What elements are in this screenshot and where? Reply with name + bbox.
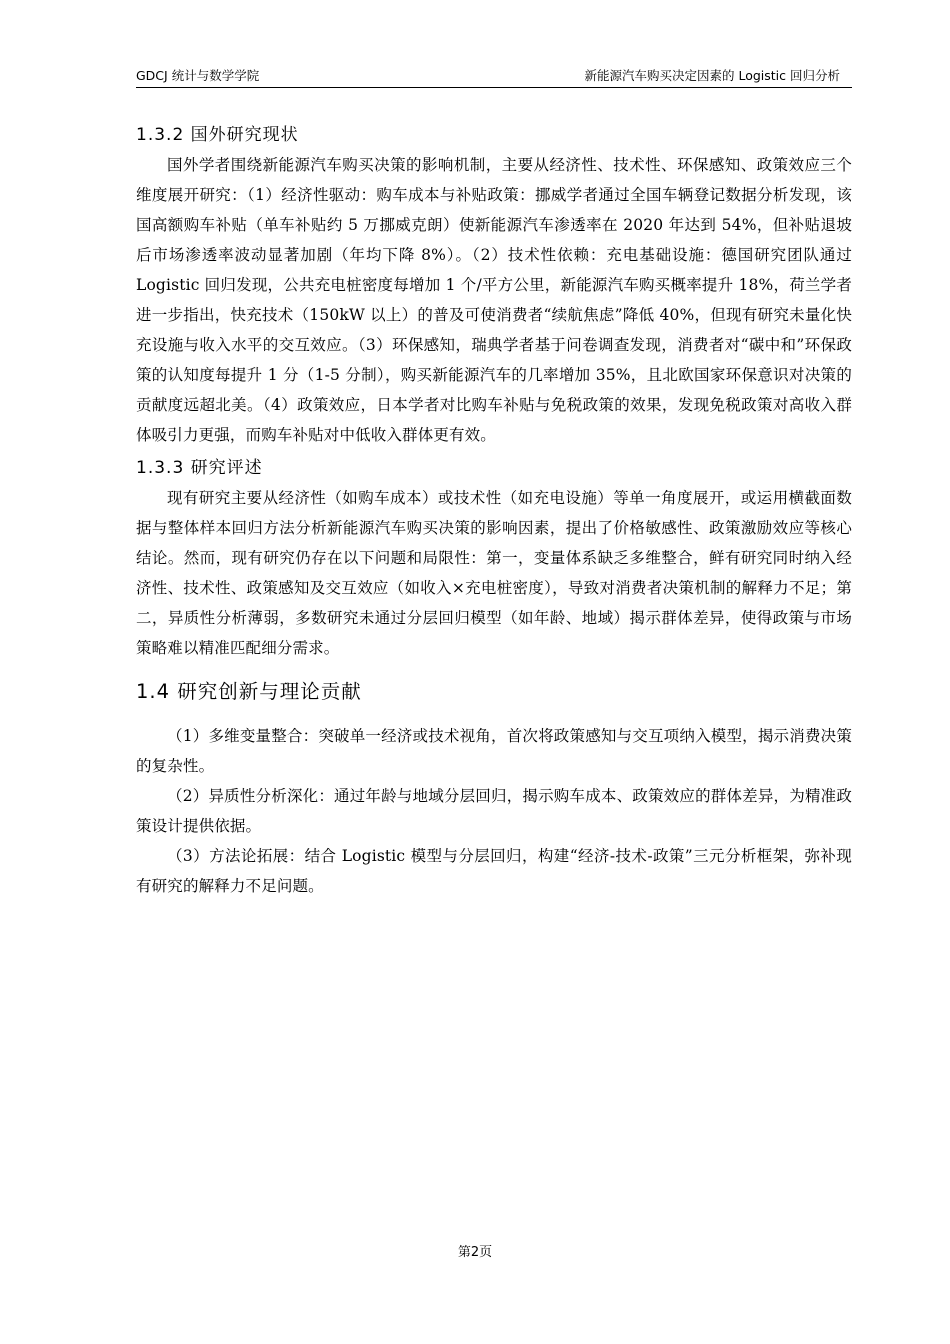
section-title-1-4: 1.4 研究创新与理论贡献 bbox=[136, 680, 362, 703]
paragraph-research-review: 现有研究主要从经济性（如购车成本）或技术性（如充电设施）等单一角度展开，或运用横截面数据与整体样本回归方法分析新能源汽车购买决策的影响因素，提出了价格敏感性、政策激励效应等核心结论。然而，现有研究仍存在以下问题和局限性：第一，变量体系缺乏多维整合，鲜有研究同时纳入经济性、技术性、政策感知及交互效应（如收入×充电桩密度），导致对消费者决策机制的解释力不足；第二，异质性分析薄弱，多数研究未通过分层回归模型（如年龄、地域）揭示群体差异，使得政策与市场策略难以精准匹配细分需求。 bbox=[136, 489, 852, 657]
section-title-1-3-3: 1.3.3 研究评述 bbox=[136, 458, 263, 478]
header-right-text: 新能源汽车购买决定因素的 Logistic 回归分析 bbox=[584, 68, 840, 83]
header-left-text: GDCJ 统计与数学学院 bbox=[136, 68, 260, 83]
innovation-item-3: （3）方法论拓展：结合 Logistic 模型与分层回归，构建“经济-技术-政策”三元分析框架，弥补现有研究的解释力不足问题。 bbox=[136, 847, 852, 895]
innovation-item-2: （2）异质性分析深化：通过年龄与地域分层回归，揭示购车成本、政策效应的群体差异，为精准政策设计提供依据。 bbox=[136, 787, 852, 835]
page-number: 第2页 bbox=[457, 1245, 493, 1260]
innovation-item-1: （1）多维变量整合：突破单一经济或技术视角，首次将政策感知与交互项纳入模型，揭示消费决策的复杂性。 bbox=[136, 727, 852, 775]
paragraph-foreign-research: 国外学者围绕新能源汽车购买决策的影响机制，主要从经济性、技术性、环保感知、政策效应三个维度展开研究：（1）经济性驱动：购车成本与补贴政策：挪威学者通过全国车辆登记数据分析发现，该国高额购车补贴（单车补贴约 5 万挪威克朗）使新能源汽车渗透率在 2020 年达到 54%，但补贴退坡后市场渗透率波动显著加剧（年均下降 8%）。（2）技术性依赖：充电基础设施：德国研究团队通过 Logistic 回归发现，公共充电桩密度每增加 1 个/平方公里，新能源汽车购买概率提升 18%，荷兰学者进一步指出，快充技术（150kW 以上）的普及可使消费者“续航焦虑”降低 40%，但现有研究未量化快充设施与收入水平的交互效应。（3）环保感知，瑞典学者基于问卷调查发现，消费者对“碳中和”环保政策的认知度每提升 1 分（1-5 分制），购买新能源汽车的几率增加 35%，且北欧国家环保意识对决策的贡献度远超北美。（4）政策效应，日本学者对比购车补贴与免税政策的效果，发现免税政策对高收入群体吸引力更强，而购车补贴对中低收入群体更有效。 bbox=[136, 156, 852, 444]
header-divider bbox=[136, 87, 852, 88]
section-title-1-3-2: 1.3.2 国外研究现状 bbox=[136, 125, 299, 145]
page-body bbox=[136, 117, 852, 901]
